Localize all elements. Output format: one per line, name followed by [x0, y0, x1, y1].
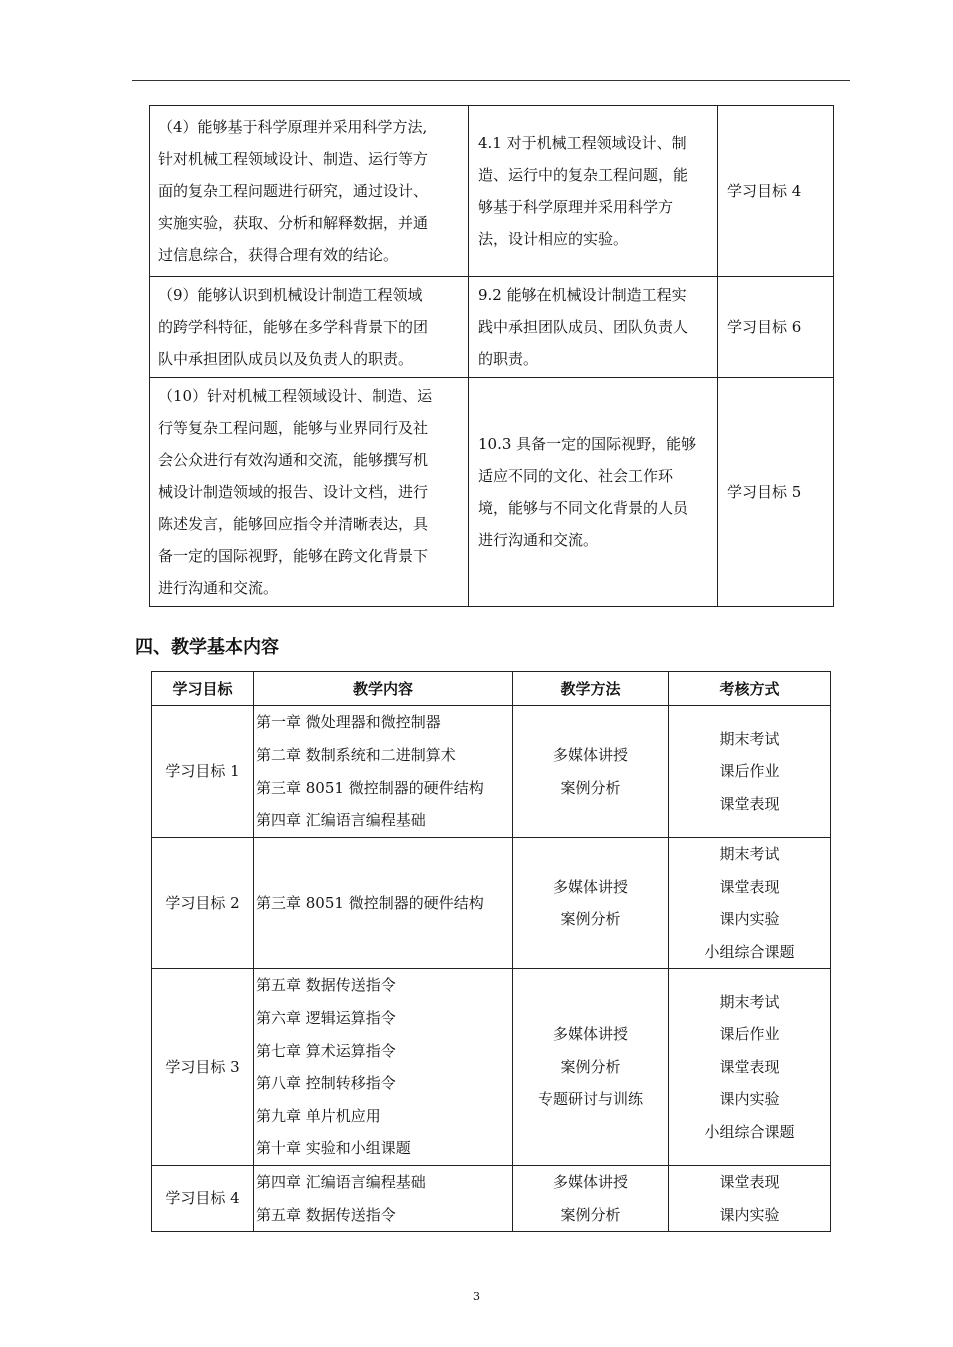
table-row: [152, 706, 831, 838]
teaching-content-table: [151, 671, 831, 1232]
page-number: 3: [473, 1290, 480, 1303]
table-row: [152, 838, 831, 969]
goal-cell: 学习目标 4: [718, 106, 834, 277]
content-cell: 第四章 汇编语言编程基础 第五章 数据传送指令: [254, 1165, 513, 1231]
method-cell: 多媒体讲授 案例分析: [513, 1165, 669, 1231]
indicator-cell: 10.3 具备一定的国际视野，能够 适应不同的文化、社会工作环 境，能够与不同文化背景的人员 进行沟通和交流。: [469, 378, 718, 607]
column-header: 教学内容: [254, 672, 513, 706]
table-row: [150, 378, 834, 607]
content-cell: 第五章 数据传送指令 第六章 逻辑运算指令 第七章 算术运算指令 第八章 控制转移指令 第九章 单片机应用 第十章 实验和小组课题: [254, 969, 513, 1166]
requirement-cell: （9）能够认识到机械设计制造工程领域 的跨学科特征，能够在多学科背景下的团 队中承担团队成员以及负责人的职责。: [150, 277, 469, 378]
column-header: 学习目标: [152, 672, 254, 706]
content-cell: 第一章 微处理器和微控制器 第二章 数制系统和二进制算术 第三章 8051 微控制器的硬件结构 第四章 汇编语言编程基础: [254, 706, 513, 838]
column-header: 考核方式: [669, 672, 831, 706]
table-row: [152, 969, 831, 1166]
method-cell: 多媒体讲授 案例分析: [513, 706, 669, 838]
goal-cell: 学习目标 1: [152, 706, 254, 838]
method-cell: 多媒体讲授 案例分析: [513, 838, 669, 969]
section-title: 四、教学基本内容: [135, 637, 279, 658]
requirement-cell: （4）能够基于科学原理并采用科学方法, 针对机械工程领域设计、制造、运行等方 面的复杂工程问题进行研究，通过设计、 实施实验，获取、分析和解释数据，并通 过信息综合，获得合理有效的结论。: [150, 106, 469, 277]
column-header: 教学方法: [513, 672, 669, 706]
table-row: [152, 1165, 831, 1231]
header-rule: [132, 80, 850, 81]
requirement-cell: （10）针对机械工程领域设计、制造、运 行等复杂工程问题，能够与业界同行及社 会公众进行有效沟通和交流，能够撰写机 械设计制造领域的报告、设计文档，进行 陈述发言，能够回应指令并清晰表达，具 备一定的国际视野，能够在跨文化背景下 进行沟通和交流。: [150, 378, 469, 607]
assessment-cell: 课堂表现 课内实验: [669, 1165, 831, 1231]
content-cell: 第三章 8051 微控制器的硬件结构: [254, 838, 513, 969]
goal-cell: 学习目标 3: [152, 969, 254, 1166]
table-row: [150, 277, 834, 378]
goal-cell: 学习目标 4: [152, 1165, 254, 1231]
graduation-requirement-table: [149, 105, 834, 607]
method-cell: 多媒体讲授 案例分析 专题研讨与训练: [513, 969, 669, 1166]
table-row: [150, 106, 834, 277]
goal-cell: 学习目标 2: [152, 838, 254, 969]
assessment-cell: 期末考试 课堂表现 课内实验 小组综合课题: [669, 838, 831, 969]
table-header-row: [152, 672, 831, 706]
goal-cell: 学习目标 5: [718, 378, 834, 607]
indicator-cell: 4.1 对于机械工程领域设计、制 造、运行中的复杂工程问题，能 够基于科学原理并采用科学方 法，设计相应的实验。: [469, 106, 718, 277]
goal-cell: 学习目标 6: [718, 277, 834, 378]
assessment-cell: 期末考试 课后作业 课堂表现 课内实验 小组综合课题: [669, 969, 831, 1166]
indicator-cell: 9.2 能够在机械设计制造工程实 践中承担团队成员、团队负责人 的职责。: [469, 277, 718, 378]
assessment-cell: 期末考试 课后作业 课堂表现: [669, 706, 831, 838]
